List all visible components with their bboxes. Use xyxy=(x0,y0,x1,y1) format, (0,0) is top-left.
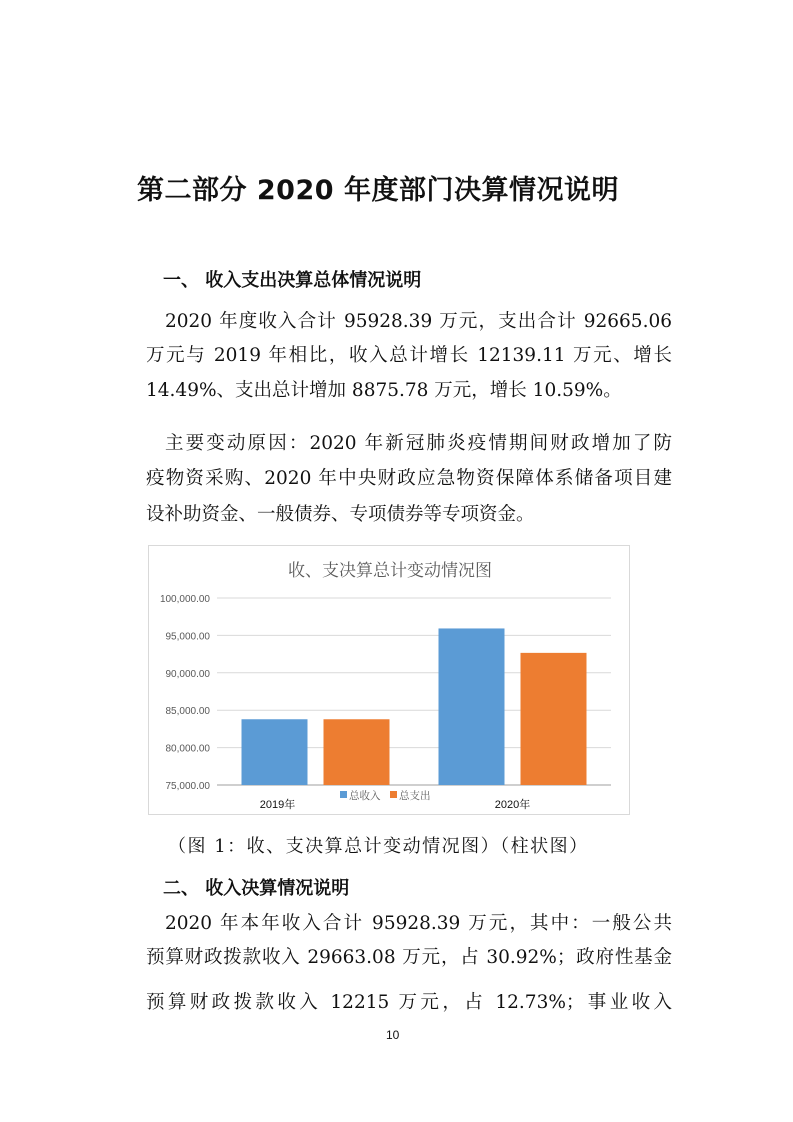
paragraph-line: 预算财政拨款收入 12215 万元，占 12.73%；事业收入 xyxy=(146,992,672,1013)
legend-swatch xyxy=(390,791,397,798)
paragraph-line: 2020 年本年收入合计 95928.39 万元，其中：一般公共 xyxy=(165,913,672,934)
page-title: 第二部分 2020 年度部门决算情况说明 xyxy=(137,175,619,206)
paragraph-line: 万元与 2019 年相比，收入总计增长 12139.11 万元、增长 xyxy=(146,345,672,366)
bar-chart xyxy=(148,545,630,815)
y-tick-label: 75,000.00 xyxy=(165,781,210,792)
section-heading-1: 一、 收入支出决算总体情况说明 xyxy=(163,270,422,291)
bar-总收入-2019年 xyxy=(242,719,308,785)
legend-label: 总收入 xyxy=(349,790,381,802)
y-tick-label: 85,000.00 xyxy=(165,706,210,718)
bar-总收入-2020年 xyxy=(439,628,505,785)
paragraph-line: 疫物资采购、2020 年中央财政应急物资保障体系储备项目建 xyxy=(146,468,672,489)
x-tick-label: 2019年 xyxy=(259,799,296,811)
y-tick-label: 90,000.00 xyxy=(165,668,210,680)
bar-总支出-2019年 xyxy=(324,719,390,785)
legend-swatch xyxy=(340,791,347,798)
bar-总支出-2020年 xyxy=(521,653,587,785)
figure-caption: （图 1：收、支决算总计变动情况图）（柱状图） xyxy=(168,836,589,857)
y-tick-label: 100,000.00 xyxy=(159,594,210,605)
paragraph-line: 主要变动原因：2020 年新冠肺炎疫情期间财政增加了防 xyxy=(165,433,672,454)
paragraph-line: 2020 年度收入合计 95928.39 万元，支出合计 92665.06 xyxy=(165,311,672,332)
y-tick-label: 80,000.00 xyxy=(165,743,210,755)
section-heading-2: 二、 收入决算情况说明 xyxy=(163,878,350,899)
paragraph-line: 14.49%、支出总计增加 8875.78 万元，增长 10.59%。 xyxy=(146,380,622,401)
legend-label: 总支出 xyxy=(399,790,431,802)
paragraph-line: 设补助资金、一般债券、专项债券等专项资金。 xyxy=(146,504,535,525)
y-tick-label: 95,000.00 xyxy=(165,631,210,643)
paragraph-line: 预算财政拨款收入 29663.08 万元，占 30.92%；政府性基金 xyxy=(146,947,672,968)
chart-title: 收、支决算总计变动情况图 xyxy=(288,561,492,581)
page-number: 10 xyxy=(386,1028,400,1042)
x-tick-label: 2020年 xyxy=(494,799,531,811)
